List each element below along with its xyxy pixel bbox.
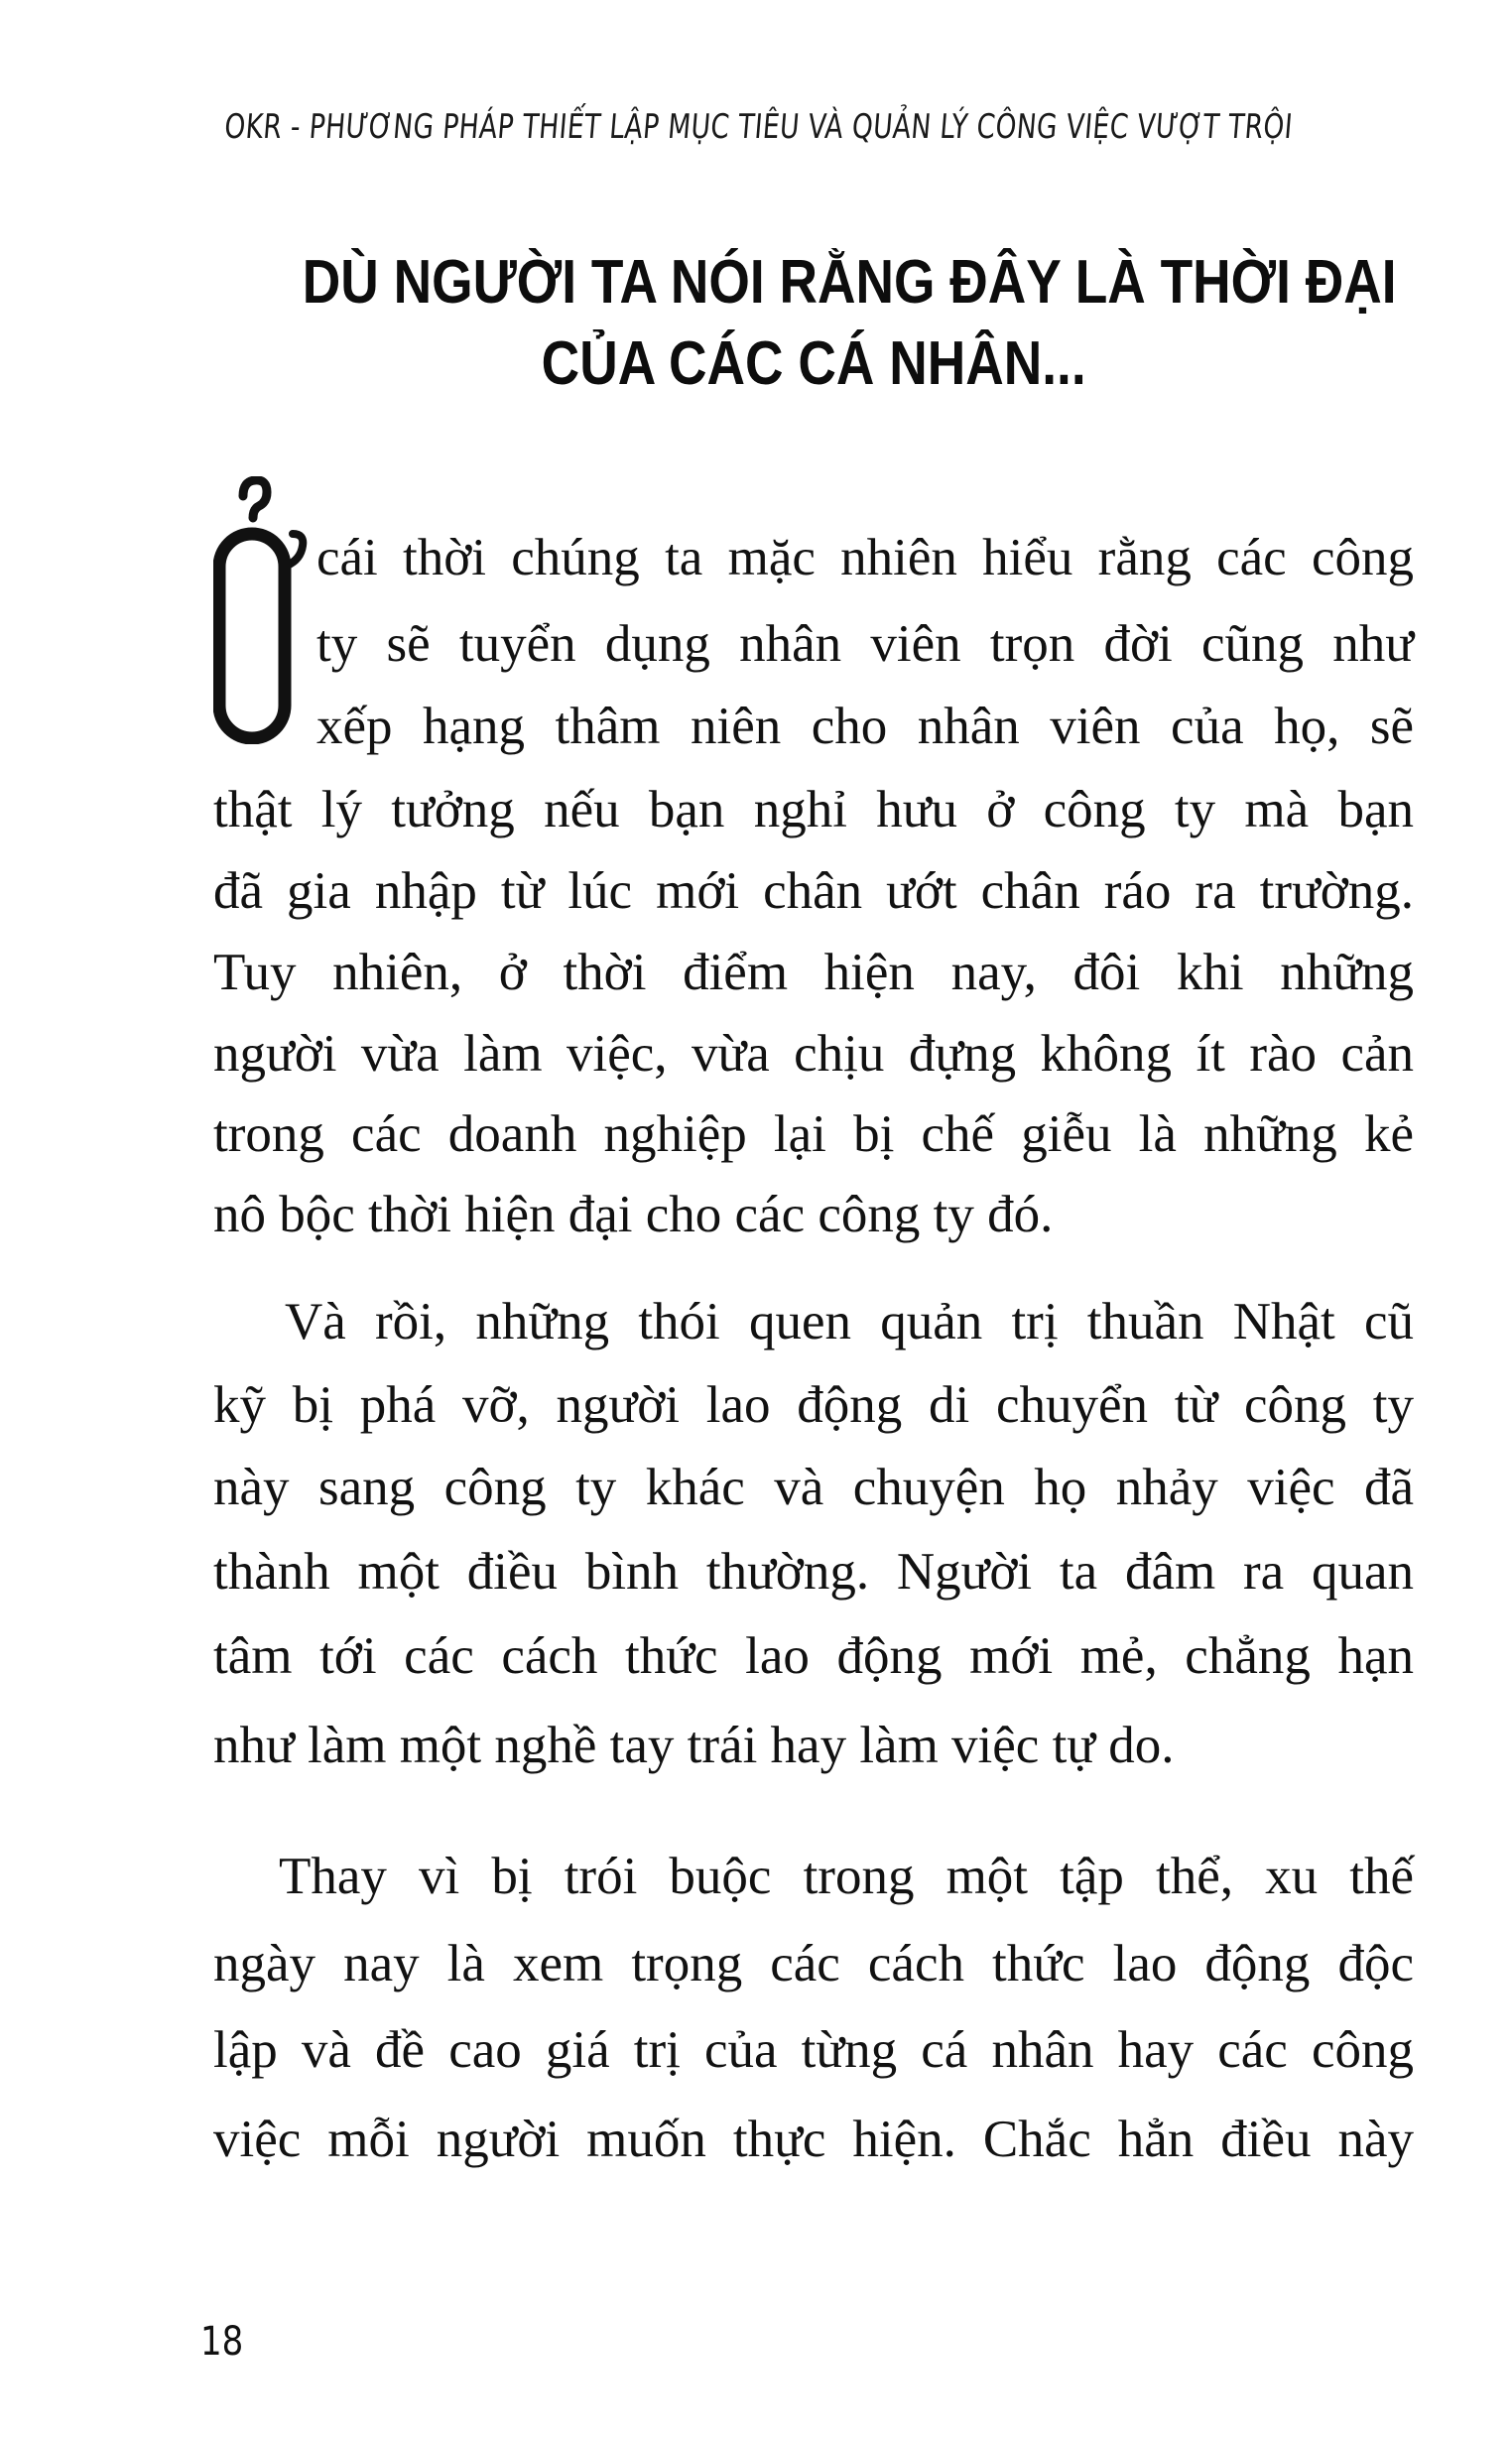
text-line: kỹ bị phá vỡ, người lao động di chuyển từ công ty — [213, 1376, 1414, 1434]
running-header: OKR - PHƯƠNG PHÁP THIẾT LẬP MỤC TIÊU VÀ QUẢN LÝ CÔNG VIỆC VƯỢT TRỘI — [222, 107, 1295, 147]
text-line: việc mỗi người muốn thực hiện. Chắc hẳn điều này — [213, 2111, 1414, 2168]
text-line: xếp hạng thâm niên cho nhân viên của họ, sẽ — [316, 698, 1414, 755]
chapter-title-line-1: DÙ NGƯỜI TA NÓI RẰNG ĐÂY LÀ THỜI ĐẠI — [302, 248, 1397, 317]
text-line: trong các doanh nghiệp lại bị chế giễu là những kẻ — [213, 1105, 1414, 1163]
text-line: Thay vì bị trói buộc trong một tập thể, xu thế — [279, 1848, 1414, 1905]
page-number: 18 — [200, 2319, 244, 2365]
text-line: tâm tới các cách thức lao động mới mẻ, chẳng hạn — [213, 1627, 1414, 1685]
text-line: lập và đề cao giá trị của từng cá nhân hay các công — [213, 2021, 1414, 2079]
chapter-title-line-2: CỦA CÁC CÁ NHÂN... — [541, 329, 1086, 398]
text-line: đã gia nhập từ lúc mới chân ướt chân ráo ra trường. — [213, 862, 1414, 920]
text-line: Tuy nhiên, ở thời điểm hiện nay, đôi khi những — [213, 944, 1414, 1001]
text-line: như làm một nghề tay trái hay làm việc tự do. — [213, 1717, 1175, 1774]
text-line: này sang công ty khác và chuyện họ nhảy việc đã — [213, 1459, 1414, 1516]
text-line: cái thời chúng ta mặc nhiên hiểu rằng các công — [316, 529, 1414, 586]
text-line: nô bộc thời hiện đại cho các công ty đó. — [213, 1186, 1054, 1243]
chapter-title — [213, 242, 1414, 405]
text-line: thành một điều bình thường. Người ta đâm ra quan — [213, 1543, 1414, 1601]
text-line: Và rồi, những thói quen quản trị thuần Nhật cũ — [285, 1293, 1414, 1350]
text-line: thật lý tưởng nếu bạn nghỉ hưu ở công ty mà bạn — [213, 781, 1414, 838]
text-line: ngày nay là xem trọng các cách thức lao động độc — [213, 1935, 1414, 1992]
drop-cap-o-horn-hook-icon — [213, 476, 308, 744]
text-line: ty sẽ tuyển dụng nhân viên trọn đời cũng như — [316, 615, 1414, 673]
text-line: người vừa làm việc, vừa chịu đựng không ít rào cản — [213, 1025, 1414, 1083]
